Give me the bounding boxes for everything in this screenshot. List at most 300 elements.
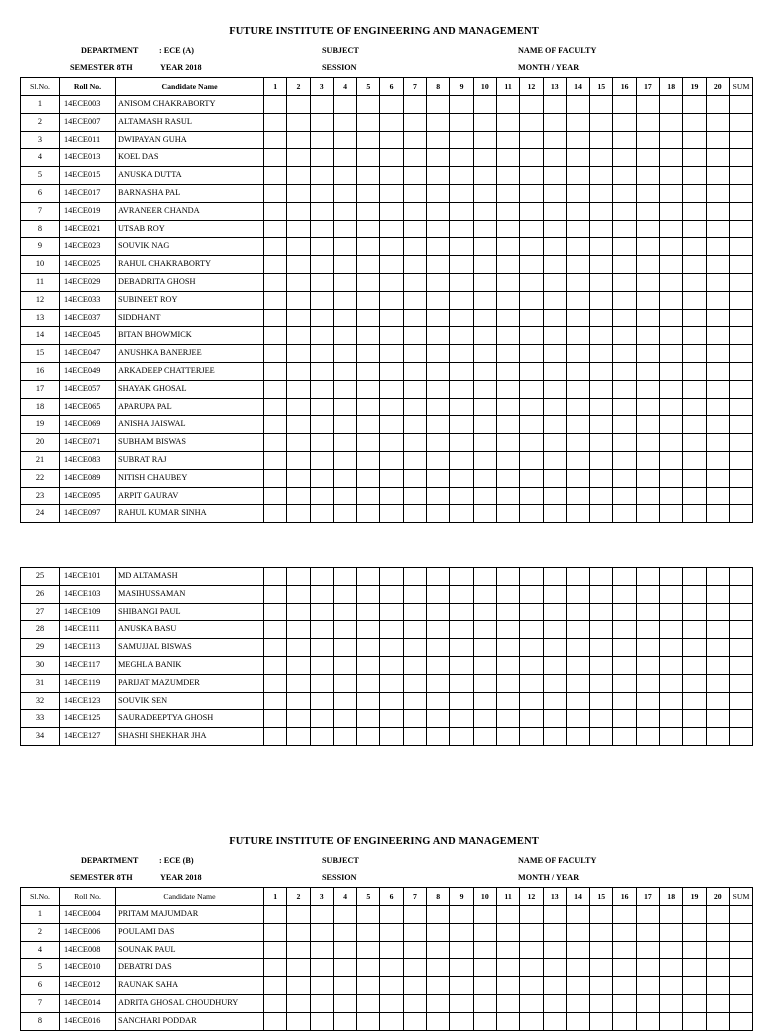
attendance-cell[interactable] [357, 273, 380, 291]
attendance-cell[interactable] [520, 220, 543, 238]
attendance-cell[interactable] [566, 585, 589, 603]
attendance-cell[interactable] [450, 451, 473, 469]
attendance-cell[interactable] [496, 923, 519, 941]
attendance-cell[interactable] [473, 674, 496, 692]
attendance-cell[interactable] [566, 380, 589, 398]
attendance-cell[interactable] [473, 256, 496, 274]
attendance-cell[interactable] [636, 692, 659, 710]
attendance-cell[interactable] [496, 291, 519, 309]
attendance-cell[interactable] [473, 941, 496, 959]
attendance-cell[interactable] [566, 469, 589, 487]
attendance-cell[interactable] [264, 184, 287, 202]
attendance-cell[interactable] [403, 487, 426, 505]
attendance-cell[interactable] [287, 220, 310, 238]
attendance-cell[interactable] [590, 202, 613, 220]
attendance-cell[interactable] [473, 202, 496, 220]
attendance-cell[interactable] [590, 273, 613, 291]
attendance-cell[interactable] [683, 149, 706, 167]
attendance-cell[interactable] [566, 256, 589, 274]
attendance-cell[interactable] [543, 416, 566, 434]
attendance-cell[interactable] [264, 273, 287, 291]
attendance-cell[interactable] [706, 505, 729, 523]
attendance-cell[interactable] [380, 434, 403, 452]
attendance-cell[interactable] [590, 959, 613, 977]
attendance-cell[interactable] [660, 728, 683, 746]
attendance-cell[interactable] [264, 167, 287, 185]
attendance-cell[interactable] [636, 149, 659, 167]
attendance-cell[interactable] [450, 656, 473, 674]
attendance-cell[interactable] [543, 585, 566, 603]
attendance-cell[interactable] [543, 487, 566, 505]
attendance-cell[interactable] [636, 906, 659, 924]
attendance-cell[interactable] [287, 202, 310, 220]
attendance-cell[interactable] [543, 202, 566, 220]
attendance-cell[interactable] [496, 202, 519, 220]
attendance-cell[interactable] [496, 1012, 519, 1030]
attendance-cell[interactable] [590, 184, 613, 202]
attendance-cell[interactable] [706, 977, 729, 995]
attendance-cell[interactable] [357, 327, 380, 345]
attendance-cell[interactable] [590, 505, 613, 523]
attendance-cell[interactable] [660, 710, 683, 728]
sum-cell[interactable] [729, 603, 752, 621]
attendance-cell[interactable] [683, 131, 706, 149]
attendance-cell[interactable] [473, 1012, 496, 1030]
attendance-cell[interactable] [473, 380, 496, 398]
attendance-cell[interactable] [473, 621, 496, 639]
attendance-cell[interactable] [660, 96, 683, 114]
sum-cell[interactable] [729, 674, 752, 692]
attendance-cell[interactable] [427, 451, 450, 469]
attendance-cell[interactable] [473, 398, 496, 416]
attendance-cell[interactable] [706, 941, 729, 959]
attendance-cell[interactable] [636, 345, 659, 363]
attendance-cell[interactable] [450, 398, 473, 416]
attendance-cell[interactable] [636, 398, 659, 416]
attendance-cell[interactable] [380, 505, 403, 523]
attendance-cell[interactable] [380, 585, 403, 603]
attendance-cell[interactable] [450, 1012, 473, 1030]
attendance-cell[interactable] [427, 256, 450, 274]
attendance-cell[interactable] [287, 273, 310, 291]
attendance-cell[interactable] [357, 568, 380, 586]
attendance-cell[interactable] [333, 309, 356, 327]
attendance-cell[interactable] [473, 220, 496, 238]
attendance-cell[interactable] [403, 327, 426, 345]
sum-cell[interactable] [729, 959, 752, 977]
attendance-cell[interactable] [427, 416, 450, 434]
attendance-cell[interactable] [636, 1012, 659, 1030]
attendance-cell[interactable] [287, 398, 310, 416]
attendance-cell[interactable] [427, 639, 450, 657]
attendance-cell[interactable] [333, 923, 356, 941]
attendance-cell[interactable] [543, 505, 566, 523]
attendance-cell[interactable] [403, 380, 426, 398]
attendance-cell[interactable] [310, 959, 333, 977]
attendance-cell[interactable] [287, 184, 310, 202]
attendance-cell[interactable] [613, 273, 636, 291]
attendance-cell[interactable] [333, 149, 356, 167]
attendance-cell[interactable] [450, 568, 473, 586]
attendance-cell[interactable] [473, 585, 496, 603]
attendance-cell[interactable] [613, 639, 636, 657]
attendance-cell[interactable] [613, 380, 636, 398]
attendance-cell[interactable] [427, 398, 450, 416]
attendance-cell[interactable] [473, 603, 496, 621]
attendance-cell[interactable] [636, 585, 659, 603]
attendance-cell[interactable] [333, 220, 356, 238]
attendance-cell[interactable] [287, 345, 310, 363]
attendance-cell[interactable] [450, 692, 473, 710]
attendance-cell[interactable] [473, 327, 496, 345]
attendance-cell[interactable] [683, 674, 706, 692]
attendance-cell[interactable] [520, 416, 543, 434]
attendance-cell[interactable] [706, 256, 729, 274]
attendance-cell[interactable] [566, 906, 589, 924]
attendance-cell[interactable] [310, 362, 333, 380]
attendance-cell[interactable] [403, 149, 426, 167]
attendance-cell[interactable] [473, 149, 496, 167]
attendance-cell[interactable] [520, 113, 543, 131]
attendance-cell[interactable] [566, 977, 589, 995]
attendance-cell[interactable] [357, 923, 380, 941]
attendance-cell[interactable] [427, 692, 450, 710]
attendance-cell[interactable] [566, 398, 589, 416]
attendance-cell[interactable] [333, 728, 356, 746]
attendance-cell[interactable] [590, 113, 613, 131]
attendance-cell[interactable] [380, 674, 403, 692]
attendance-cell[interactable] [473, 656, 496, 674]
attendance-cell[interactable] [660, 167, 683, 185]
attendance-cell[interactable] [357, 167, 380, 185]
attendance-cell[interactable] [566, 1012, 589, 1030]
attendance-cell[interactable] [310, 505, 333, 523]
attendance-cell[interactable] [636, 202, 659, 220]
attendance-cell[interactable] [380, 568, 403, 586]
attendance-cell[interactable] [287, 487, 310, 505]
attendance-cell[interactable] [520, 184, 543, 202]
attendance-cell[interactable] [543, 656, 566, 674]
sum-cell[interactable] [729, 220, 752, 238]
attendance-cell[interactable] [450, 941, 473, 959]
sum-cell[interactable] [729, 487, 752, 505]
attendance-cell[interactable] [520, 487, 543, 505]
attendance-cell[interactable] [636, 327, 659, 345]
attendance-cell[interactable] [380, 202, 403, 220]
attendance-cell[interactable] [590, 728, 613, 746]
sum-cell[interactable] [729, 710, 752, 728]
attendance-cell[interactable] [287, 656, 310, 674]
attendance-cell[interactable] [333, 256, 356, 274]
attendance-cell[interactable] [613, 959, 636, 977]
attendance-cell[interactable] [287, 994, 310, 1012]
attendance-cell[interactable] [264, 639, 287, 657]
attendance-cell[interactable] [636, 469, 659, 487]
attendance-cell[interactable] [496, 434, 519, 452]
attendance-cell[interactable] [683, 923, 706, 941]
attendance-cell[interactable] [333, 96, 356, 114]
attendance-cell[interactable] [403, 416, 426, 434]
attendance-cell[interactable] [310, 434, 333, 452]
attendance-cell[interactable] [636, 487, 659, 505]
attendance-cell[interactable] [380, 1012, 403, 1030]
attendance-cell[interactable] [496, 238, 519, 256]
sum-cell[interactable] [729, 238, 752, 256]
attendance-cell[interactable] [566, 202, 589, 220]
attendance-cell[interactable] [660, 380, 683, 398]
attendance-cell[interactable] [427, 327, 450, 345]
attendance-cell[interactable] [357, 345, 380, 363]
attendance-cell[interactable] [683, 906, 706, 924]
attendance-cell[interactable] [310, 380, 333, 398]
attendance-cell[interactable] [613, 585, 636, 603]
attendance-cell[interactable] [333, 977, 356, 995]
attendance-cell[interactable] [333, 639, 356, 657]
attendance-cell[interactable] [590, 380, 613, 398]
attendance-cell[interactable] [660, 256, 683, 274]
attendance-cell[interactable] [264, 941, 287, 959]
attendance-cell[interactable] [357, 674, 380, 692]
attendance-cell[interactable] [496, 959, 519, 977]
attendance-cell[interactable] [287, 167, 310, 185]
attendance-cell[interactable] [590, 568, 613, 586]
attendance-cell[interactable] [566, 674, 589, 692]
attendance-cell[interactable] [403, 568, 426, 586]
attendance-cell[interactable] [310, 96, 333, 114]
attendance-cell[interactable] [310, 728, 333, 746]
attendance-cell[interactable] [636, 656, 659, 674]
attendance-cell[interactable] [310, 710, 333, 728]
attendance-cell[interactable] [520, 977, 543, 995]
attendance-cell[interactable] [427, 906, 450, 924]
attendance-cell[interactable] [566, 220, 589, 238]
attendance-cell[interactable] [613, 131, 636, 149]
attendance-cell[interactable] [660, 959, 683, 977]
attendance-cell[interactable] [683, 977, 706, 995]
attendance-cell[interactable] [520, 1012, 543, 1030]
attendance-cell[interactable] [496, 398, 519, 416]
attendance-cell[interactable] [636, 131, 659, 149]
attendance-cell[interactable] [613, 167, 636, 185]
attendance-cell[interactable] [613, 487, 636, 505]
attendance-cell[interactable] [264, 487, 287, 505]
attendance-cell[interactable] [590, 149, 613, 167]
attendance-cell[interactable] [543, 184, 566, 202]
attendance-cell[interactable] [613, 1012, 636, 1030]
attendance-cell[interactable] [380, 256, 403, 274]
attendance-cell[interactable] [427, 362, 450, 380]
sum-cell[interactable] [729, 923, 752, 941]
attendance-cell[interactable] [264, 710, 287, 728]
attendance-cell[interactable] [613, 398, 636, 416]
attendance-cell[interactable] [473, 96, 496, 114]
attendance-cell[interactable] [264, 728, 287, 746]
attendance-cell[interactable] [613, 149, 636, 167]
attendance-cell[interactable] [333, 327, 356, 345]
attendance-cell[interactable] [590, 220, 613, 238]
attendance-cell[interactable] [427, 994, 450, 1012]
attendance-cell[interactable] [403, 906, 426, 924]
attendance-cell[interactable] [427, 728, 450, 746]
attendance-cell[interactable] [613, 345, 636, 363]
attendance-cell[interactable] [403, 710, 426, 728]
attendance-cell[interactable] [590, 416, 613, 434]
attendance-cell[interactable] [683, 1012, 706, 1030]
attendance-cell[interactable] [660, 469, 683, 487]
attendance-cell[interactable] [636, 309, 659, 327]
attendance-cell[interactable] [543, 941, 566, 959]
attendance-cell[interactable] [380, 977, 403, 995]
attendance-cell[interactable] [706, 639, 729, 657]
attendance-cell[interactable] [310, 451, 333, 469]
attendance-cell[interactable] [566, 416, 589, 434]
attendance-cell[interactable] [566, 131, 589, 149]
attendance-cell[interactable] [706, 398, 729, 416]
attendance-cell[interactable] [496, 167, 519, 185]
attendance-cell[interactable] [706, 906, 729, 924]
attendance-cell[interactable] [357, 184, 380, 202]
attendance-cell[interactable] [543, 621, 566, 639]
attendance-cell[interactable] [683, 692, 706, 710]
attendance-cell[interactable] [380, 487, 403, 505]
attendance-cell[interactable] [636, 977, 659, 995]
attendance-cell[interactable] [520, 238, 543, 256]
attendance-cell[interactable] [613, 362, 636, 380]
attendance-cell[interactable] [473, 639, 496, 657]
attendance-cell[interactable] [683, 380, 706, 398]
attendance-cell[interactable] [683, 728, 706, 746]
attendance-cell[interactable] [310, 568, 333, 586]
attendance-cell[interactable] [660, 906, 683, 924]
attendance-cell[interactable] [473, 728, 496, 746]
attendance-cell[interactable] [357, 469, 380, 487]
attendance-cell[interactable] [613, 977, 636, 995]
attendance-cell[interactable] [264, 362, 287, 380]
sum-cell[interactable] [729, 416, 752, 434]
attendance-cell[interactable] [450, 149, 473, 167]
attendance-cell[interactable] [264, 1012, 287, 1030]
sum-cell[interactable] [729, 941, 752, 959]
attendance-cell[interactable] [683, 220, 706, 238]
attendance-cell[interactable] [660, 1012, 683, 1030]
attendance-cell[interactable] [613, 941, 636, 959]
attendance-cell[interactable] [287, 291, 310, 309]
attendance-cell[interactable] [357, 487, 380, 505]
attendance-cell[interactable] [287, 639, 310, 657]
sum-cell[interactable] [729, 728, 752, 746]
sum-cell[interactable] [729, 327, 752, 345]
attendance-cell[interactable] [496, 568, 519, 586]
attendance-cell[interactable] [333, 380, 356, 398]
attendance-cell[interactable] [683, 639, 706, 657]
attendance-cell[interactable] [636, 568, 659, 586]
attendance-cell[interactable] [636, 362, 659, 380]
attendance-cell[interactable] [427, 621, 450, 639]
sum-cell[interactable] [729, 398, 752, 416]
attendance-cell[interactable] [613, 238, 636, 256]
attendance-cell[interactable] [287, 585, 310, 603]
sum-cell[interactable] [729, 469, 752, 487]
attendance-cell[interactable] [520, 469, 543, 487]
attendance-cell[interactable] [357, 505, 380, 523]
attendance-cell[interactable] [636, 603, 659, 621]
attendance-cell[interactable] [333, 710, 356, 728]
attendance-cell[interactable] [706, 568, 729, 586]
attendance-cell[interactable] [496, 113, 519, 131]
attendance-cell[interactable] [287, 906, 310, 924]
attendance-cell[interactable] [427, 167, 450, 185]
attendance-cell[interactable] [357, 710, 380, 728]
attendance-cell[interactable] [264, 692, 287, 710]
attendance-cell[interactable] [264, 434, 287, 452]
attendance-cell[interactable] [566, 994, 589, 1012]
attendance-cell[interactable] [357, 639, 380, 657]
attendance-cell[interactable] [427, 345, 450, 363]
attendance-cell[interactable] [357, 113, 380, 131]
attendance-cell[interactable] [660, 149, 683, 167]
attendance-cell[interactable] [566, 505, 589, 523]
sum-cell[interactable] [729, 505, 752, 523]
attendance-cell[interactable] [613, 451, 636, 469]
attendance-cell[interactable] [310, 167, 333, 185]
attendance-cell[interactable] [403, 923, 426, 941]
attendance-cell[interactable] [520, 994, 543, 1012]
attendance-cell[interactable] [496, 505, 519, 523]
attendance-cell[interactable] [613, 291, 636, 309]
attendance-cell[interactable] [520, 728, 543, 746]
attendance-cell[interactable] [706, 96, 729, 114]
attendance-cell[interactable] [357, 238, 380, 256]
attendance-cell[interactable] [473, 451, 496, 469]
sum-cell[interactable] [729, 113, 752, 131]
attendance-cell[interactable] [520, 603, 543, 621]
attendance-cell[interactable] [520, 505, 543, 523]
attendance-cell[interactable] [566, 639, 589, 657]
attendance-cell[interactable] [520, 585, 543, 603]
attendance-cell[interactable] [660, 451, 683, 469]
attendance-cell[interactable] [264, 202, 287, 220]
attendance-cell[interactable] [357, 692, 380, 710]
attendance-cell[interactable] [636, 621, 659, 639]
attendance-cell[interactable] [566, 113, 589, 131]
attendance-cell[interactable] [520, 568, 543, 586]
attendance-cell[interactable] [403, 621, 426, 639]
attendance-cell[interactable] [333, 345, 356, 363]
attendance-cell[interactable] [380, 327, 403, 345]
attendance-cell[interactable] [613, 256, 636, 274]
attendance-cell[interactable] [403, 362, 426, 380]
attendance-cell[interactable] [543, 434, 566, 452]
attendance-cell[interactable] [496, 273, 519, 291]
attendance-cell[interactable] [473, 362, 496, 380]
attendance-cell[interactable] [706, 113, 729, 131]
attendance-cell[interactable] [496, 941, 519, 959]
attendance-cell[interactable] [520, 291, 543, 309]
attendance-cell[interactable] [380, 184, 403, 202]
attendance-cell[interactable] [660, 621, 683, 639]
attendance-cell[interactable] [590, 656, 613, 674]
attendance-cell[interactable] [310, 202, 333, 220]
attendance-cell[interactable] [660, 327, 683, 345]
attendance-cell[interactable] [403, 96, 426, 114]
attendance-cell[interactable] [520, 273, 543, 291]
attendance-cell[interactable] [496, 309, 519, 327]
attendance-cell[interactable] [566, 451, 589, 469]
attendance-cell[interactable] [706, 656, 729, 674]
attendance-cell[interactable] [566, 621, 589, 639]
sum-cell[interactable] [729, 639, 752, 657]
attendance-cell[interactable] [333, 487, 356, 505]
